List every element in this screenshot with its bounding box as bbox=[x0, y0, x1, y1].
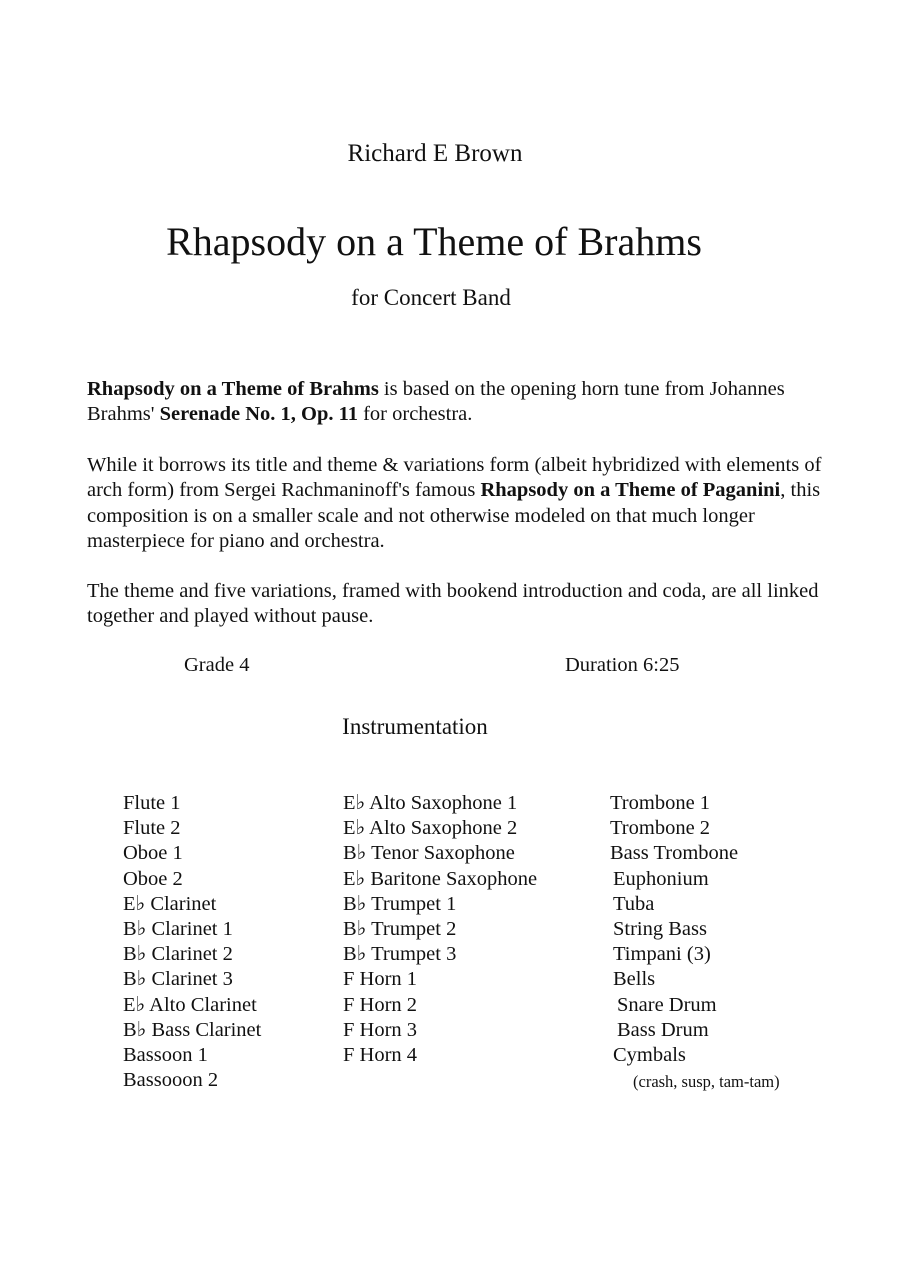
description-paragraph-2 bbox=[87, 453, 847, 554]
instrument-item: F Horn 4 bbox=[343, 1044, 418, 1067]
instrumentation-heading: Instrumentation bbox=[342, 714, 488, 739]
instrument-item: Bass Drum bbox=[617, 1018, 709, 1041]
bold-title: Rhapsody on a Theme of Brahms bbox=[87, 378, 379, 400]
instrument-item: B♭ Trumpet 3 bbox=[343, 943, 457, 966]
instrument-item: Euphonium bbox=[613, 867, 709, 890]
text-run: for orchestra. bbox=[357, 403, 473, 426]
instrument-item: Cymbals bbox=[613, 1044, 686, 1067]
instrument-item: B♭ Trumpet 1 bbox=[343, 892, 457, 915]
instrument-item: String Bass bbox=[613, 918, 707, 941]
description-paragraph-3: The theme and five variations, framed with bookend introduction and coda, are all linked together and played without pause. bbox=[87, 580, 819, 628]
instrument-item: E♭ Alto Clarinet bbox=[123, 993, 257, 1016]
bold-work: Serenade No. 1, Op. 11 bbox=[159, 403, 358, 426]
instrument-item: E♭ Clarinet bbox=[123, 892, 217, 915]
instrument-item: B♭ Trumpet 2 bbox=[343, 918, 457, 941]
duration-label: Duration 6:25 bbox=[565, 654, 680, 676]
instrument-item: B♭ Clarinet 1 bbox=[123, 918, 233, 941]
instrument-item: Bells bbox=[613, 968, 656, 991]
instrument-item: Trombone 2 bbox=[610, 817, 711, 840]
instrument-item: B♭ Tenor Saxophone bbox=[343, 842, 515, 865]
instrument-item: Trombone 1 bbox=[610, 792, 711, 814]
instrument-item: Flute 2 bbox=[123, 817, 181, 840]
instrument-item: B♭ Clarinet 3 bbox=[123, 968, 233, 991]
instrument-item: Timpani (3) bbox=[613, 943, 711, 966]
instrument-item: Oboe 2 bbox=[123, 867, 183, 890]
instrument-item: B♭ Bass Clarinet bbox=[123, 1018, 262, 1041]
piece-title: Rhapsody on a Theme of Brahms bbox=[166, 219, 702, 264]
instrument-item: Snare Drum bbox=[617, 993, 717, 1016]
instrument-column-1 bbox=[123, 791, 261, 1093]
instrument-item: F Horn 3 bbox=[343, 1018, 418, 1041]
instrument-item: E♭ Alto Saxophone 2 bbox=[343, 817, 518, 840]
instrument-item: Bass Trombone bbox=[610, 842, 739, 865]
instrument-column-2 bbox=[343, 791, 537, 1068]
bold-work: Rhapsody on a Theme of Paganini bbox=[480, 479, 781, 502]
instrument-item: Oboe 1 bbox=[123, 842, 183, 865]
text-run: is based on the opening horn tune from Johannes Brahms' bbox=[87, 378, 785, 426]
instrument-item: E♭ Alto Saxophone 1 bbox=[343, 792, 518, 814]
percussion-note: (crash, susp, tam-tam) bbox=[633, 1072, 780, 1091]
instrument-item: Bassoon 1 bbox=[123, 1044, 208, 1067]
instrument-column-3 bbox=[610, 791, 738, 1068]
description-paragraph-1 bbox=[87, 377, 847, 428]
instrument-item: Flute 1 bbox=[123, 792, 181, 814]
instrument-item: E♭ Baritone Saxophone bbox=[343, 867, 538, 890]
composer-name: Richard E Brown bbox=[347, 140, 523, 167]
instrument-item: F Horn 2 bbox=[343, 993, 418, 1016]
instrument-item: Tuba bbox=[613, 892, 655, 915]
grade-label: Grade 4 bbox=[184, 654, 250, 676]
text-run: , this composition is on a smaller scale and not otherwise modeled on that much longer masterpiece for piano and orchestra. bbox=[87, 479, 821, 552]
instrument-item: B♭ Clarinet 2 bbox=[123, 943, 233, 966]
text-run: While it borrows its title and theme & variations form (albeit hybridized with elements of arch form) from Sergei Rachmaninoff's famous bbox=[87, 454, 822, 502]
instrument-item: F Horn 1 bbox=[343, 968, 418, 991]
instrument-item: Bassooon 2 bbox=[123, 1069, 219, 1092]
piece-subtitle: for Concert Band bbox=[351, 285, 511, 310]
